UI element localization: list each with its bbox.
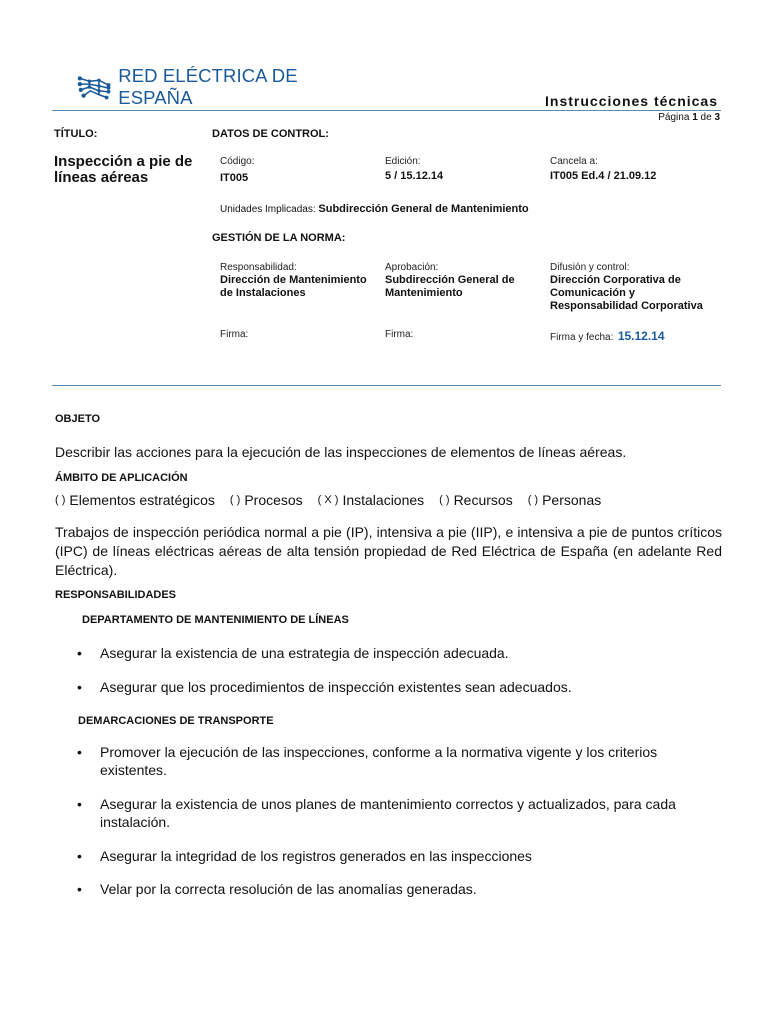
ambito-option-instalaciones [318, 492, 425, 508]
option-box: ( ) [439, 494, 450, 506]
option-label: Procesos [244, 492, 303, 508]
firma-fecha-value: 15.12.14 [617, 329, 665, 343]
aprobacion-label: Aprobación: [385, 262, 439, 273]
list-item: • Asegurar la existencia de una estrategia de inspección adecuada. [54, 644, 704, 662]
objeto-heading: OBJETO [55, 413, 101, 425]
edicion-value: 5 / 15.12.14 [385, 170, 444, 182]
demarcaciones-list [54, 743, 704, 898]
ambito-option-personas [528, 492, 602, 508]
ambito-text: Trabajos de inspección periódica normal a pie (IP), intensiva a pie (IIP), e intensiva a pie de puntos críticos (IPC) de líneas eléctricas aéreas de alta tensión propiedad de Red Eléctrica de España (en adelante Red Eléctrica). [55, 524, 722, 578]
unidades-label: Unidades Implicadas: [220, 204, 316, 215]
list-item: • Asegurar la existencia de unos planes de mantenimiento correctos y actualizados, para cada instalación. [54, 795, 704, 831]
ambito-options [55, 492, 616, 508]
firma-responsabilidad-label: Firma: [220, 329, 249, 340]
cancela-label: Cancela a: [550, 156, 598, 167]
page-total: 3 [714, 112, 720, 123]
firma-aprobacion-label: Firma: [385, 329, 414, 340]
option-label: Instalaciones [342, 492, 425, 508]
aprobacion-line-2: Mantenimiento [385, 287, 463, 299]
aprobacion-value [385, 274, 515, 300]
firma-fecha [550, 327, 665, 345]
difusion-line-1: Dirección Corporativa de [550, 274, 681, 286]
codigo-value: IT005 [220, 172, 249, 184]
header-divider [52, 110, 721, 111]
difusion-label: Difusión y control: [550, 262, 630, 273]
title-line-1: Inspección a pie de [54, 153, 193, 170]
page-of: de [700, 112, 712, 123]
aprobacion-line-1: Subdirección General de [385, 274, 515, 286]
option-box: ( ) [527, 494, 539, 506]
list-item: • Promover la ejecución de las inspecciones, conforme a la normativa vigente y los criterios existentes. [54, 743, 704, 779]
responsabilidad-value [220, 274, 367, 300]
list-item: • Velar por la correcta resolución de las anomalías generadas. [54, 880, 704, 898]
cancela-value: IT005 Ed.4 / 21.09.12 [550, 170, 657, 182]
ambito-option-elementos [55, 492, 215, 508]
unidades-value: Subdirección General de Mantenimiento [318, 203, 529, 215]
option-box: ( ) [55, 494, 66, 506]
responsabilidad-line-2: de Instalaciones [220, 287, 306, 299]
list-item: • Asegurar la integridad de los registros generados en las inspecciones [54, 847, 704, 865]
document-title [54, 154, 204, 186]
page-current: 1 [692, 112, 698, 123]
objeto-text: Describir las acciones para la ejecución de las inspecciones de elementos de líneas aéreas. [55, 444, 627, 460]
responsabilidad-line-1: Dirección de Mantenimiento [220, 274, 367, 286]
option-label: Personas [542, 492, 602, 508]
title-line-2: líneas aéreas [54, 169, 149, 186]
ambito-heading: ÁMBITO DE APLICACIÓN [55, 472, 188, 484]
control-divider [52, 385, 721, 386]
edicion-label: Edición: [385, 156, 421, 167]
responsabilidades-heading: RESPONSABILIDADES [55, 589, 177, 601]
option-label: Recursos [453, 492, 513, 508]
dept-mantenimiento-heading: DEPARTAMENTO DE MANTENIMIENTO DE LÍNEAS [82, 614, 349, 626]
option-box: ( ) [229, 494, 241, 506]
option-box: ( X ) [317, 494, 339, 506]
gestion-norma-label: GESTIÓN DE LA NORMA: [212, 232, 346, 244]
document-type: Instrucciones técnicas [545, 93, 718, 109]
company-name: RED ELÉCTRICA DE ESPAÑA [118, 65, 298, 108]
datos-control-label: DATOS DE CONTROL: [212, 128, 329, 140]
difusion-line-2: Comunicación y [550, 287, 635, 299]
unidades-implicadas [220, 203, 529, 215]
codigo-label: Código: [220, 156, 255, 167]
page-label: Página [658, 112, 690, 123]
network-logo-icon [76, 72, 114, 102]
option-label: Elementos estratégicos [69, 492, 215, 508]
ambito-option-procesos [230, 492, 303, 508]
responsabilidad-label: Responsabilidad: [220, 262, 297, 273]
firma-fecha-label: Firma y fecha: [550, 332, 614, 343]
demarcaciones-heading: DEMARCACIONES DE TRANSPORTE [78, 715, 274, 727]
difusion-value [550, 274, 703, 313]
page-number [658, 112, 720, 123]
list-item: • Asegurar que los procedimientos de inspección existentes sean adecuados. [54, 678, 704, 696]
ambito-option-recursos [439, 492, 513, 508]
difusion-line-3: Responsabilidad Corporativa [550, 300, 703, 312]
titulo-label: TÍTULO: [54, 128, 98, 140]
company-logo [76, 65, 366, 108]
dept-mantenimiento-list [54, 644, 704, 696]
